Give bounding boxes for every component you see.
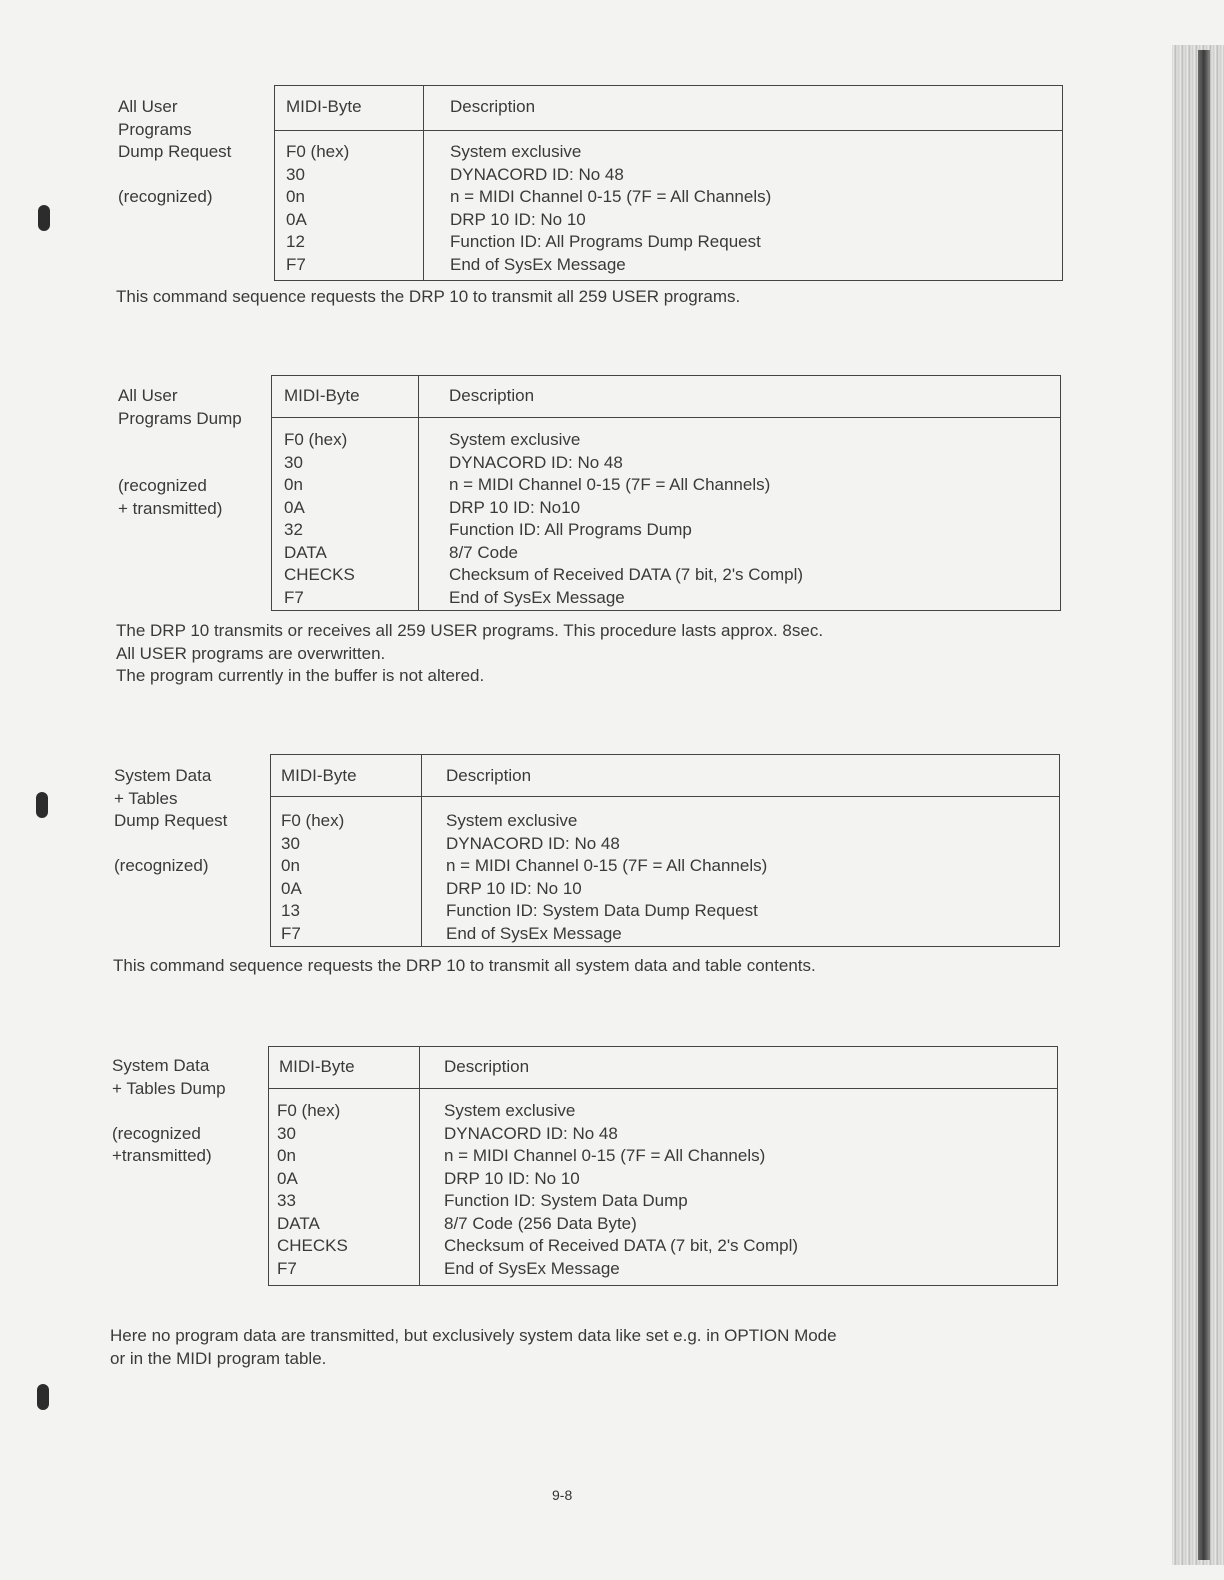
table-cell: F0 (hex) xyxy=(284,430,348,449)
description-column xyxy=(450,141,771,276)
table-cell: DYNACORD ID: No 48 xyxy=(444,1123,618,1143)
table-cell: F0 (hex) xyxy=(281,811,345,830)
section-note: This command sequence requests the DRP 10 to transmit all system data and table contents. xyxy=(113,956,816,975)
midi-table xyxy=(274,85,1063,281)
table-cell: 30 xyxy=(281,833,300,853)
table-cell: n = MIDI Channel 0-15 (7F = All Channels) xyxy=(444,1146,766,1165)
byte-column xyxy=(284,429,355,609)
section-label: System Data + Tables Dump (recognized +transmitted) xyxy=(112,1056,226,1165)
table-cell: DYNACORD ID: No 48 xyxy=(449,452,623,472)
table-cell: Function ID: System Data Dump xyxy=(444,1191,688,1210)
table-cell: F0 (hex) xyxy=(277,1101,341,1120)
table-cell: 30 xyxy=(277,1123,296,1143)
table-cell: 8/7 Code xyxy=(449,542,518,562)
midi-table xyxy=(271,375,1061,611)
table-cell: n = MIDI Channel 0-15 (7F = All Channels) xyxy=(450,187,772,206)
table-cell: 0A xyxy=(277,1168,298,1188)
table-cell: 0n xyxy=(286,187,305,206)
table-cell: Function ID: All Programs Dump Request xyxy=(450,232,761,251)
table-cell: 33 xyxy=(277,1191,296,1210)
table-cell: System exclusive xyxy=(446,811,578,830)
section-label: All User Programs Dump (recognized + transmitted) xyxy=(118,386,242,518)
table-cell: End of SysEx Message xyxy=(444,1258,620,1278)
table-cell: DATA xyxy=(277,1213,320,1233)
header-midi-byte: MIDI-Byte xyxy=(281,766,357,785)
table-cell: 13 xyxy=(281,901,300,920)
page-number: 9-8 xyxy=(552,1487,573,1503)
table-cell: F7 xyxy=(281,923,301,943)
byte-column xyxy=(281,810,344,945)
table-cell: 0A xyxy=(286,209,307,229)
table-cell: System exclusive xyxy=(444,1101,576,1120)
table-cell: 8/7 Code (256 Data Byte) xyxy=(444,1213,637,1233)
table-cell: System exclusive xyxy=(449,430,581,449)
table-cell: 12 xyxy=(286,232,305,251)
table-cell: DYNACORD ID: No 48 xyxy=(446,833,620,853)
description-column xyxy=(446,810,767,945)
header-midi-byte: MIDI-Byte xyxy=(286,97,362,116)
table-cell: DYNACORD ID: No 48 xyxy=(450,164,624,184)
midi-table xyxy=(268,1046,1058,1286)
table-cell: DRP 10 ID: No 10 xyxy=(444,1168,580,1188)
midi-table xyxy=(270,754,1060,947)
table-cell: 0A xyxy=(284,497,305,517)
table-header xyxy=(275,86,1062,131)
table-cell: System exclusive xyxy=(450,142,582,161)
description-column xyxy=(449,429,803,609)
table-header xyxy=(271,755,1059,797)
section-note: Here no program data are transmitted, but exclusively system data like set e.g. in OPTION Mode or in the MIDI program table. xyxy=(110,1326,837,1368)
table-cell: 30 xyxy=(284,452,303,472)
table-header xyxy=(269,1047,1057,1089)
description-column xyxy=(444,1100,798,1280)
header-midi-byte: MIDI-Byte xyxy=(279,1057,355,1076)
table-cell: F7 xyxy=(286,254,306,274)
table-header xyxy=(272,376,1060,418)
table-cell: n = MIDI Channel 0-15 (7F = All Channels) xyxy=(446,856,768,875)
header-description: Description xyxy=(444,1057,530,1076)
table-cell: DATA xyxy=(284,542,327,562)
punch-hole xyxy=(37,1384,49,1410)
section-note: The DRP 10 transmits or receives all 259 USER programs. This procedure lasts approx. 8sec. All USER programs are overwritten. The program currently in the buffer is not altered. xyxy=(116,621,824,685)
table-cell: 0n xyxy=(284,475,303,494)
header-description: Description xyxy=(446,766,532,785)
table-cell: Function ID: System Data Dump Request xyxy=(446,901,758,920)
table-cell: End of SysEx Message xyxy=(449,587,625,607)
byte-column xyxy=(277,1100,348,1280)
table-cell: 30 xyxy=(286,164,305,184)
section-note: This command sequence requests the DRP 10 to transmit all 259 USER programs. xyxy=(116,287,741,306)
byte-column xyxy=(286,141,349,276)
header-midi-byte: MIDI-Byte xyxy=(284,386,360,405)
table-cell: End of SysEx Message xyxy=(446,923,622,943)
table-cell: F7 xyxy=(284,587,304,607)
table-cell: 0n xyxy=(281,856,300,875)
table-cell: 0A xyxy=(281,878,302,898)
table-cell: DRP 10 ID: No10 xyxy=(449,497,581,517)
punch-hole xyxy=(36,792,48,818)
table-cell: CHECKS xyxy=(277,1236,348,1255)
table-cell: DRP 10 ID: No 10 xyxy=(446,878,582,898)
table-cell: 32 xyxy=(284,520,303,539)
header-description: Description xyxy=(449,386,535,405)
table-cell: 0n xyxy=(277,1146,296,1165)
table-cell: Checksum of Received DATA (7 bit, 2's Compl) xyxy=(449,565,804,584)
table-cell: Function ID: All Programs Dump xyxy=(449,520,692,539)
table-cell: F7 xyxy=(277,1258,297,1278)
table-cell: End of SysEx Message xyxy=(450,254,626,274)
section-label: System Data + Tables Dump Request (recognized) xyxy=(114,766,228,875)
binding-edge xyxy=(1198,50,1210,1560)
table-cell: DRP 10 ID: No 10 xyxy=(450,209,586,229)
table-cell: CHECKS xyxy=(284,565,355,584)
section-label: All User Programs Dump Request (recognized) xyxy=(118,97,232,206)
header-description: Description xyxy=(450,97,536,116)
table-cell: n = MIDI Channel 0-15 (7F = All Channels) xyxy=(449,475,771,494)
table-cell: F0 (hex) xyxy=(286,142,350,161)
punch-hole xyxy=(38,205,50,231)
table-cell: Checksum of Received DATA (7 bit, 2's Compl) xyxy=(444,1236,799,1255)
